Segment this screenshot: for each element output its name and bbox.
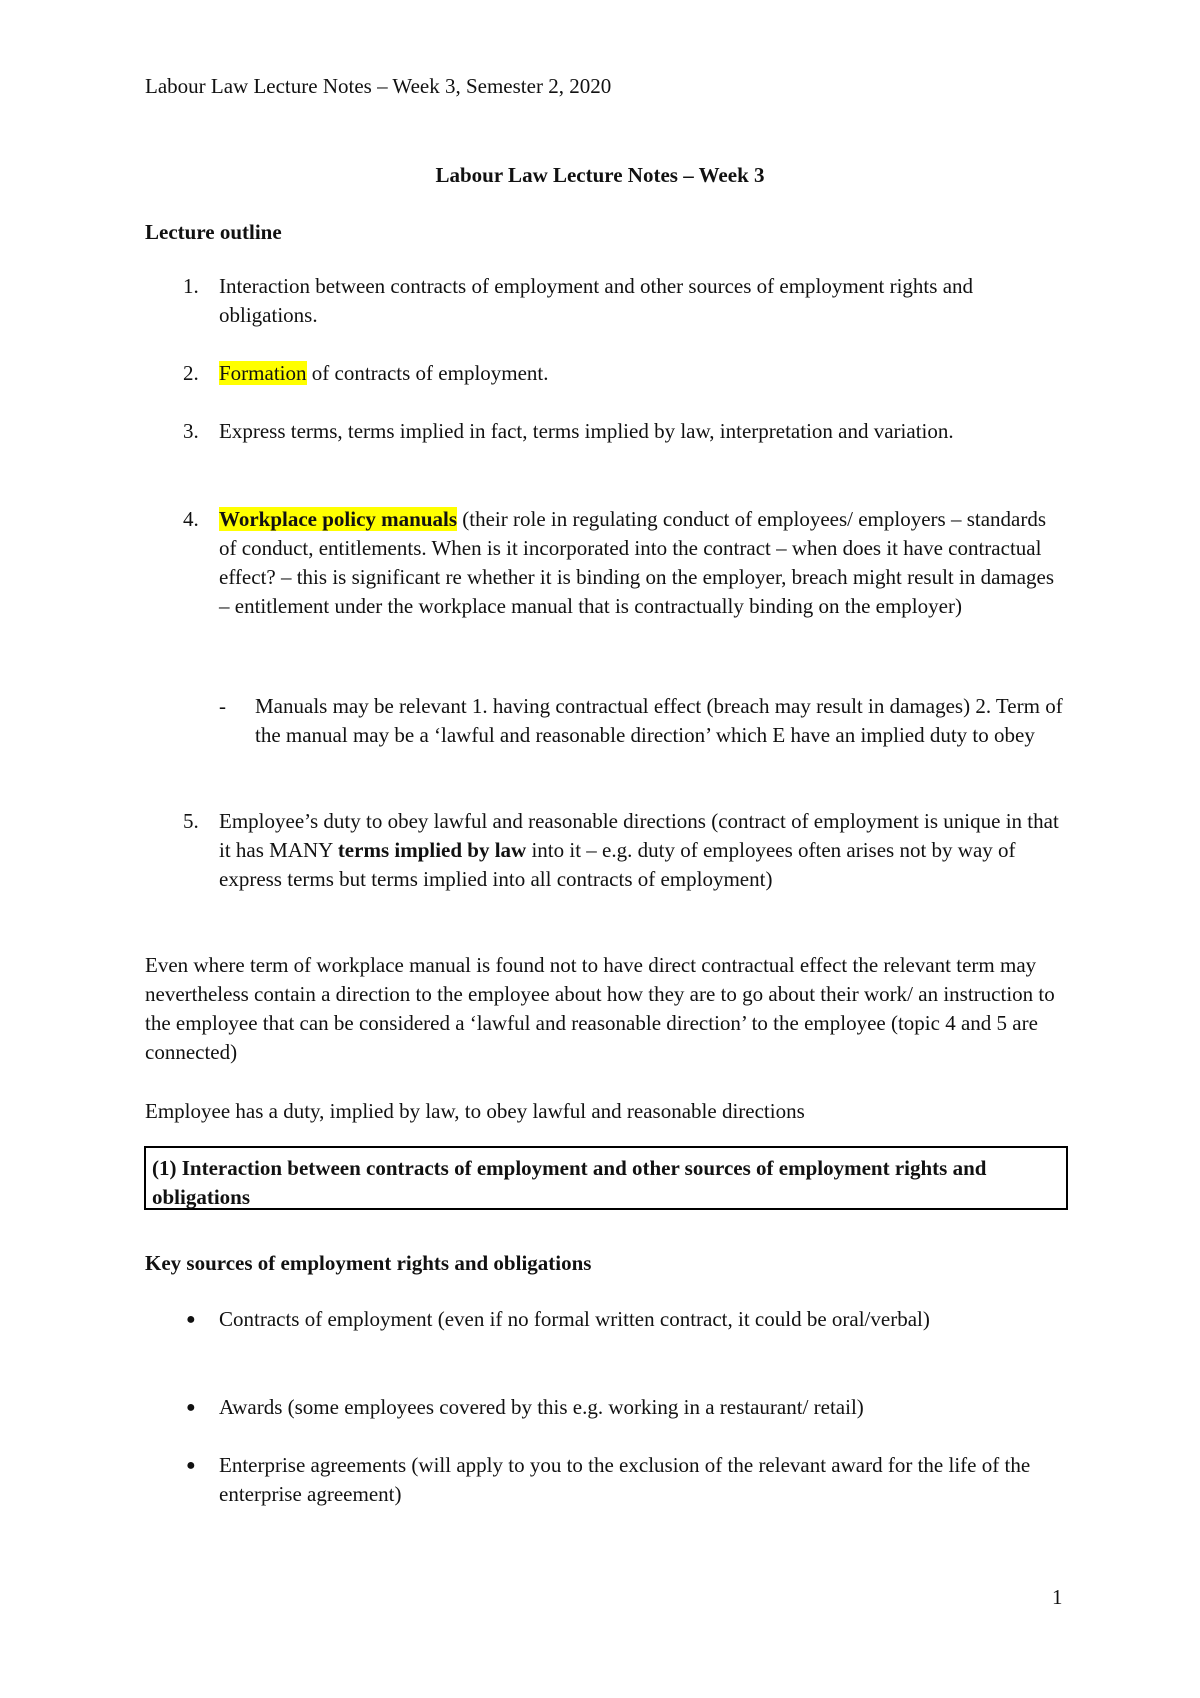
dash-bullet: - — [219, 694, 226, 718]
highlighted-term: Formation — [219, 361, 307, 385]
item-number: 5. — [183, 809, 199, 833]
item-number: 2. — [183, 361, 199, 385]
bullet-icon: ● — [186, 1457, 196, 1474]
item-number: 1. — [183, 274, 199, 298]
bullet-icon: ● — [186, 1311, 196, 1328]
item-text: Interaction between contracts of employment and other sources of employment rights and obligations. — [219, 274, 974, 327]
item-text: Express terms, terms implied in fact, terms implied by law, interpretation and variation. — [219, 419, 954, 443]
item-text-wrap — [219, 807, 1059, 894]
bullet-text: Enterprise agreements (will apply to you to the exclusion of the relevant award for the life of the enterprise agreement) — [219, 1453, 1031, 1506]
item-text: Employee’s duty to obey lawful and reasonable directions (contract of employment is unique in that it has MANY — [219, 809, 1059, 862]
page-header: Labour Law Lecture Notes – Week 3, Semester 2, 2020 — [145, 74, 612, 98]
section-heading-box — [144, 1146, 1068, 1210]
bullet-text: Awards (some employees covered by this e.g. working in a restaurant/ retail) — [219, 1395, 864, 1419]
paragraph: Employee has a duty, implied by law, to obey lawful and reasonable directions — [145, 1099, 805, 1123]
section-heading: (1) Interaction between contracts of employment and other sources of employment rights and obligations — [152, 1156, 987, 1209]
item-text: (their role in regulating conduct of employees/ employers – standards of conduct, entitlements. When is it incorporated into the contract – when does it have contractual effect? – this is significant re whether it is binding on the employer, breach might result in damages – entitlement under the workplace manual that is contractually binding on the employer) — [219, 507, 1055, 618]
item-text: of contracts of employment. — [306, 361, 549, 385]
document-title: Labour Law Lecture Notes – Week 3 — [435, 163, 765, 187]
page-number: 1 — [1052, 1585, 1063, 1609]
key-sources-heading: Key sources of employment rights and obligations — [145, 1251, 592, 1275]
item-text: into it – e.g. duty of employees often arises not by way of express terms but terms implied into all contracts of employment) — [219, 838, 1016, 891]
item-number: 4. — [183, 507, 199, 531]
bold-term: terms implied by law — [337, 838, 527, 862]
paragraph: Even where term of workplace manual is found not to have direct contractual effect the relevant term may nevertheless contain a direction to the employee about how they are to go about their work/ an instruction to the employee that can be considered a ‘lawful and reasonable direction’ to the employee (topic 4 and 5 are connected) — [145, 953, 1055, 1064]
item-text-wrap — [219, 505, 1059, 621]
sub-item-text: Manuals may be relevant 1. having contractual effect (breach may result in damages) 2. Term of the manual may be a ‘lawful and reasonable direction’ which E have an implied duty to obey — [255, 694, 1063, 747]
item-text-wrap — [219, 359, 1059, 388]
outline-heading: Lecture outline — [145, 220, 282, 244]
bullet-icon: ● — [186, 1399, 196, 1416]
highlighted-term: Workplace policy manuals — [219, 507, 458, 531]
bullet-text: Contracts of employment (even if no formal written contract, it could be oral/verbal) — [219, 1307, 930, 1331]
item-number: 3. — [183, 419, 199, 443]
